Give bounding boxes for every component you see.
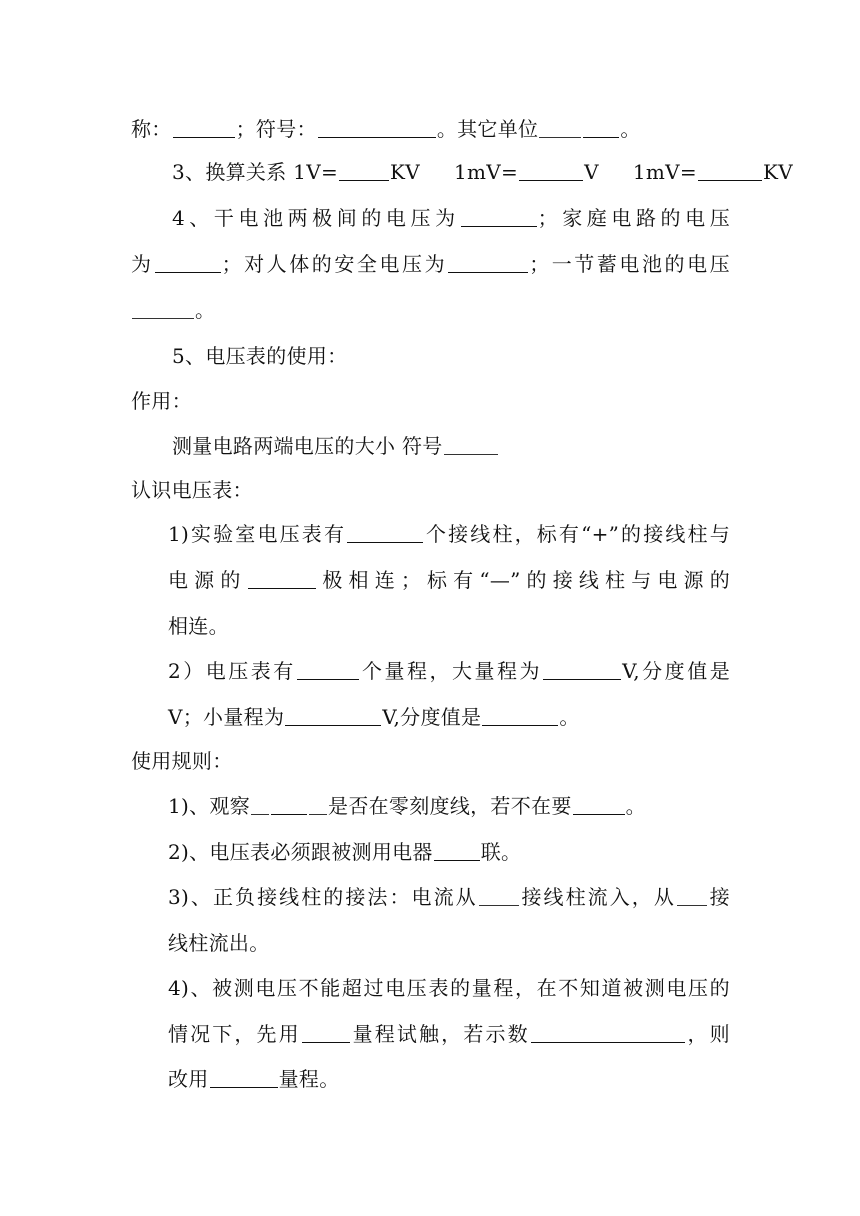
text-segment: 极相连；标有“—”的接线柱与电源的 — [316, 568, 730, 592]
fill-blank[interactable] — [461, 208, 537, 227]
text-segment: 2）电压表有 — [168, 659, 296, 683]
text-segment: 接 — [707, 885, 730, 909]
text-segment: 。 — [620, 117, 641, 141]
text-segment: 是否在零刻度线，若不在要 — [328, 794, 572, 818]
fill-blank[interactable] — [271, 796, 307, 815]
fill-blank[interactable] — [318, 119, 436, 138]
text-segment: 改用 — [168, 1067, 209, 1091]
fill-blank[interactable] — [302, 1024, 350, 1043]
fill-blank[interactable] — [309, 796, 327, 815]
text-segment: 1)、观察 — [168, 794, 251, 818]
unit-name-line — [131, 115, 641, 143]
text-segment: 量程。 — [278, 1067, 340, 1091]
text-segment: ；对人体的安全电压为 — [221, 252, 448, 276]
text-segment: ；符号： — [235, 117, 317, 141]
text-segment: 作用： — [131, 389, 192, 413]
rule-2-line — [168, 838, 521, 866]
text-segment: KV — [390, 160, 421, 184]
text-segment: V,分度值是 — [622, 659, 730, 683]
text-segment: 2)、电压表必须跟被测用电器 — [168, 840, 433, 864]
text-segment: 5、电压表的使用： — [172, 344, 348, 368]
text-segment: 线柱流出。 — [168, 931, 270, 955]
fill-blank[interactable] — [482, 707, 558, 726]
rule-3-line — [168, 883, 730, 911]
text-segment: 个接线柱，标有“+”的接线柱与 — [424, 522, 730, 546]
fill-blank[interactable] — [248, 570, 316, 589]
text-segment: 测量电路两端电压的大小 符号 — [172, 434, 443, 458]
fill-blank[interactable] — [698, 162, 762, 181]
text-segment: 为 — [131, 252, 154, 276]
fill-blank[interactable] — [210, 1069, 278, 1088]
fill-blank[interactable] — [251, 796, 269, 815]
text-segment: 。 — [195, 298, 216, 322]
fill-blank[interactable] — [583, 119, 619, 138]
fill-blank[interactable] — [677, 887, 707, 906]
fill-blank[interactable] — [132, 300, 194, 319]
subheading-function — [131, 387, 192, 415]
text-segment: 使用规则： — [131, 749, 233, 773]
terminals-line-3 — [168, 612, 229, 640]
text-segment: 相连。 — [168, 614, 229, 638]
text-segment: ；家庭电路的电压 — [537, 206, 730, 230]
fill-blank[interactable] — [155, 254, 221, 273]
section-heading — [172, 342, 347, 370]
battery-voltage-line — [131, 296, 215, 324]
voltage-values-line — [172, 204, 730, 232]
fill-blank[interactable] — [444, 436, 498, 455]
text-segment: 1mV= — [454, 160, 519, 184]
fill-blank[interactable] — [434, 842, 480, 861]
fill-blank[interactable] — [531, 1024, 685, 1043]
function-line — [172, 432, 499, 460]
text-segment: 。 — [559, 705, 580, 729]
fill-blank[interactable] — [347, 524, 423, 543]
terminals-line — [168, 520, 730, 548]
text-segment: 1)实验室电压表有 — [168, 522, 347, 546]
text-segment: ；一节蓄电池的电压 — [529, 252, 730, 276]
text-segment: 量程试触，若示数 — [350, 1022, 530, 1046]
text-segment: 称： — [131, 117, 172, 141]
text-segment: 3)、正负接线柱的接法：电流从 — [168, 885, 478, 909]
text-segment: 4)、被测电压不能超过电压表的量程，在不知道被测电压的 — [168, 976, 730, 1000]
terminals-line-2 — [168, 566, 730, 594]
ranges-line-2 — [168, 703, 580, 731]
text-segment: 。 — [625, 794, 646, 818]
text-segment: V — [584, 160, 599, 184]
fill-blank[interactable] — [539, 119, 581, 138]
text-segment: 3、换算关系 1V= — [172, 160, 339, 184]
text-segment: ，则 — [685, 1022, 730, 1046]
text-segment: V；小量程为 — [168, 705, 285, 729]
ranges-line — [168, 657, 730, 685]
fill-blank[interactable] — [285, 707, 381, 726]
text-segment: 1mV= — [632, 160, 697, 184]
rule-4-line-3 — [168, 1065, 340, 1093]
rule-1-line — [168, 792, 646, 820]
text-segment: 电源的 — [168, 568, 247, 592]
text-segment: 接线柱流入，从 — [519, 885, 676, 909]
text-segment: KV — [762, 160, 793, 184]
fill-blank[interactable] — [573, 796, 625, 815]
fill-blank[interactable] — [339, 162, 389, 181]
fill-blank[interactable] — [519, 162, 583, 181]
fill-blank[interactable] — [479, 887, 519, 906]
rule-4-line — [168, 974, 730, 1002]
fill-blank[interactable] — [543, 661, 621, 680]
fill-blank[interactable] — [297, 661, 359, 680]
text-segment: V,分度值是 — [382, 705, 482, 729]
subheading-usage-rules — [131, 747, 233, 775]
text-segment: 个量程，大量程为 — [359, 659, 543, 683]
text-segment: 认识电压表： — [131, 478, 253, 502]
voltage-values-line-2 — [131, 250, 730, 278]
text-segment: 情况下，先用 — [168, 1022, 301, 1046]
conversion-line — [172, 158, 793, 186]
subheading-know-voltmeter — [131, 476, 253, 504]
fill-blank[interactable] — [173, 119, 235, 138]
rule-4-line-2 — [168, 1020, 730, 1048]
text-segment: 4、干电池两极间的电压为 — [172, 206, 460, 230]
text-segment: 。其它单位 — [436, 117, 539, 141]
rule-3-line-2 — [168, 929, 270, 957]
fill-blank[interactable] — [448, 254, 528, 273]
text-segment: 联。 — [480, 840, 522, 864]
